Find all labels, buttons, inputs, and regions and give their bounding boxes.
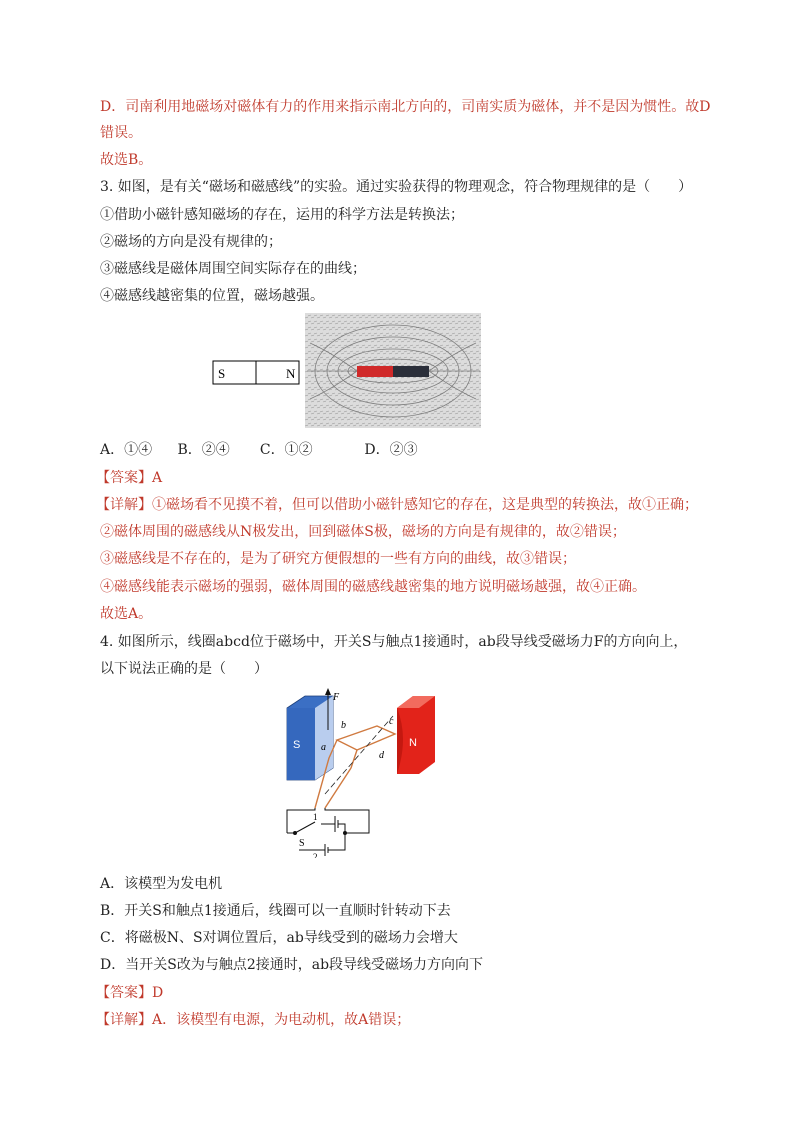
q3-statement-2: ②磁场的方向是没有规律的； bbox=[100, 234, 282, 250]
n-pole-magnet bbox=[397, 696, 435, 774]
coil-d-label: d bbox=[379, 750, 384, 761]
schematic-s-label: S bbox=[218, 366, 226, 381]
q3-answer-value: A bbox=[152, 470, 163, 486]
q3-option-c: C．①② bbox=[259, 442, 313, 458]
contact-2-label: 2 bbox=[313, 852, 318, 858]
coil-c-label: c bbox=[389, 716, 394, 727]
q4-stem-line1: 4. 如图所示，线圈abcd位于磁场中，开关S与触点1接通时，ab段导线受磁场力F的方向向上， bbox=[100, 634, 688, 650]
q3-detail-line-1: 【详解】①磁场看不见摸不着，但可以借助小磁针感知它的存在，这是典型的转换法，故①正确； bbox=[96, 497, 698, 513]
contact-1-label: 1 bbox=[313, 812, 318, 822]
s-pole-label: S bbox=[293, 739, 301, 751]
q4-stem-line2: 以下说法正确的是（ ） bbox=[100, 661, 268, 677]
q3-option-d: D．②③ bbox=[364, 442, 418, 458]
force-f-label: F bbox=[333, 692, 340, 703]
coil-a-label: a bbox=[321, 742, 326, 753]
coil-b-label: b bbox=[341, 720, 346, 731]
q3-answer bbox=[96, 469, 162, 487]
q4-motor-figure bbox=[285, 688, 485, 858]
q4-option-a: A．该模型为发电机 bbox=[100, 876, 223, 892]
n-pole-label: N bbox=[409, 737, 417, 749]
q4-answer-tag: 【答案】 bbox=[96, 985, 152, 1001]
q2-option-d-line1: D．司南利用地磁场对磁体有力的作用来指示南北方向的，司南实质为磁体，并不是因为惯性。故D bbox=[100, 99, 711, 115]
q4-detail: 【详解】A．该模型有电源，为电动机，故A错误； bbox=[96, 1012, 411, 1028]
q3-detail-tag: 【详解】 bbox=[96, 497, 152, 513]
q3-statement-4: ④磁感线越密集的位置，磁场越强。 bbox=[100, 288, 324, 304]
q2-option-d-line2: 错误。 bbox=[100, 125, 142, 141]
q3-option-b: B．②④ bbox=[177, 442, 230, 458]
q4-option-b: B．开关S和触点1接通后，线圈可以一直顺时针转动下去 bbox=[100, 903, 451, 919]
q2-conclusion: 故选B。 bbox=[100, 152, 153, 168]
q3-magnet-figure bbox=[212, 313, 482, 428]
q3-option-a: A．①④ bbox=[100, 442, 153, 458]
q4-answer-value: D bbox=[152, 985, 164, 1001]
q3-conclusion: 故选A。 bbox=[100, 606, 153, 622]
q3-detail-line-4: ④磁感线能表示磁场的强弱，磁体周围的磁感线越密集的地方说明磁场越强，故④正确。 bbox=[100, 579, 646, 595]
switch-s-label: S bbox=[299, 838, 305, 849]
q3-answer-tag: 【答案】 bbox=[96, 470, 152, 486]
q3-detail-line-2: ②磁体周围的磁感线从N极发出，回到磁体S极，磁场的方向是有规律的，故②错误； bbox=[100, 524, 626, 540]
q3-stem: 3. 如图，是有关“磁场和磁感线”的实验。通过实验获得的物理观念，符合物理规律的是（ ） bbox=[100, 179, 693, 195]
q3-detail-line-3: ③磁感线是不存在的，是为了研究方便假想的一些有方向的曲线，故③错误； bbox=[100, 551, 576, 567]
iron-filings-photo bbox=[305, 313, 481, 428]
q3-options bbox=[100, 441, 418, 459]
schematic-n-label: N bbox=[286, 366, 296, 381]
q4-detail-tag: 【详解】 bbox=[96, 1012, 152, 1028]
q4-answer bbox=[96, 984, 163, 1002]
q3-statement-1: ①借助小磁针感知磁场的存在，运用的科学方法是转换法； bbox=[100, 207, 464, 223]
q4-option-c: C．将磁极N、S对调位置后，ab导线受到的磁场力会增大 bbox=[100, 930, 458, 946]
q3-statement-3: ③磁感线是磁体周围空间实际存在的曲线； bbox=[100, 261, 366, 277]
q4-option-d: D．当开关S改为与触点2接通时，ab段导线受磁场力方向向下 bbox=[100, 957, 484, 973]
